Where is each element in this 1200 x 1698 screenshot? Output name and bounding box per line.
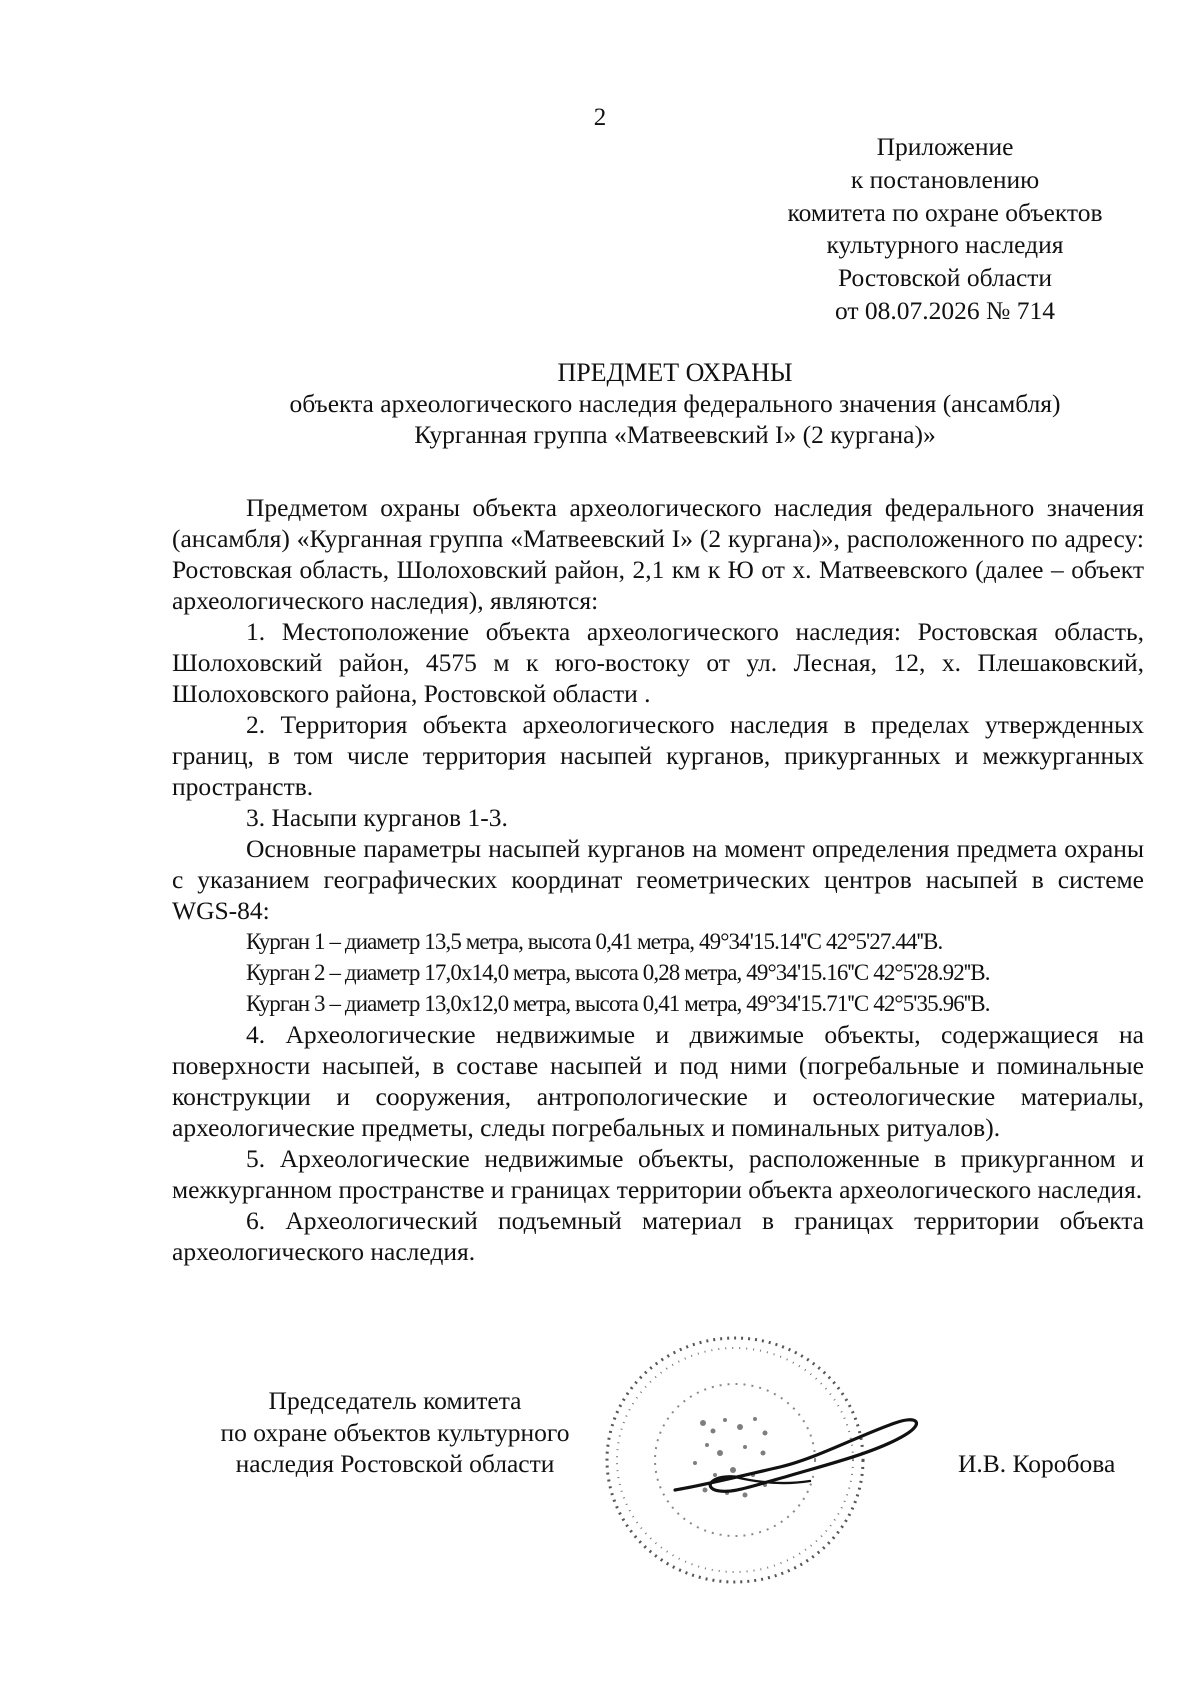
- kurgan-line: Курган 2 – диаметр 17,0x14,0 метра, высота 0,28 метра, 49°34'15.16''С 42°5'28.92''В.: [246, 960, 990, 985]
- signer-position-line: наследия Ростовской области: [235, 1449, 555, 1478]
- document-body: [172, 492, 1144, 1267]
- official-stamp-and-signature: [595, 1335, 950, 1610]
- list-item-immovable-objects: 5. Археологические недвижимые объекты, расположенные в прикурганном и межкурганном пространстве и границах территории объекта археологического наследия.: [172, 1144, 1144, 1204]
- signer-position-line: по охране объектов культурного: [220, 1417, 570, 1447]
- list-item-location: 1. Местоположение объекта археологического наследия: Ростовская область, Шолоховский район, 4575 м к юго-востоку от ул. Лесная, 12, х. Плешаковский, Шолоховского района, Ростовской области .: [172, 617, 1144, 708]
- appendix-date-number: от 08.07.2026 № 714: [834, 295, 1055, 325]
- list-item-surface-material: 6. Археологический подъемный материал в границах территории объекта археологического наследия.: [172, 1206, 1144, 1266]
- kurgan-line: Курган 3 – диаметр 13,0x12,0 метра, высота 0,41 метра, 49°34'15.71''С 42°5'35.96''В.: [246, 991, 990, 1016]
- document-title: ПРЕДМЕТ ОХРАНЫ: [557, 358, 793, 387]
- list-item-mounds: 3. Насыпи курганов 1-3.: [246, 803, 508, 832]
- appendix-line: комитета по охране объектов: [787, 197, 1103, 227]
- document-subtitle-line: Курганная группа «Матвеевский I» (2 кургана)»: [414, 420, 936, 449]
- signer-name: И.В. Коробова: [958, 1449, 1116, 1478]
- page-number: 2: [593, 104, 607, 131]
- appendix-line: Приложение: [876, 132, 1014, 161]
- parameters-paragraph: Основные параметры насыпей курганов на момент определения предмета охраны с указанием географических координат геометрических центров насыпей в системе WGS-84:: [172, 834, 1144, 925]
- stamp-seal-icon: [595, 1335, 950, 1610]
- appendix-block: [755, 131, 1135, 328]
- signer-position: [195, 1385, 595, 1480]
- document-heading: [150, 357, 1200, 450]
- kurgan-line: Курган 1 – диаметр 13,5 метра, высота 0,41 метра, 49°34'15.14''С 42°5'27.44''В.: [246, 929, 943, 954]
- intro-paragraph: Предметом охраны объекта археологического наследия федерального значения (ансамбля) «Курганная группа «Матвеевский I» (2 кургана)», расположенного по адресу: Ростовская область, Шолоховский район, 2,1 км к Ю от х. Матвеевского (далее – объект археологического наследия), являются:: [172, 493, 1144, 615]
- appendix-line: Ростовской области: [837, 263, 1053, 293]
- appendix-line: культурного наследия: [826, 230, 1064, 260]
- appendix-line: к постановлению: [850, 164, 1040, 194]
- list-item-territory: 2. Территория объекта археологического наследия в пределах утвержденных границ, в том числе территория насыпей курганов, прикурганных и межкурганных пространств.: [172, 710, 1144, 801]
- document-subtitle-line: объекта археологического наследия федерального значения (ансамбля): [289, 389, 1061, 418]
- signer-position-line: Председатель комитета: [268, 1386, 522, 1415]
- list-item-archaeological-objects: 4. Археологические недвижимые и движимые объекты, содержащиеся на поверхности насыпей, в составе насыпей и под ними (погребальные и поминальные конструкции и сооружения, антропологические и остеологические материалы, археологические предметы, следы погребальных и поминальных ритуалов).: [172, 1020, 1144, 1142]
